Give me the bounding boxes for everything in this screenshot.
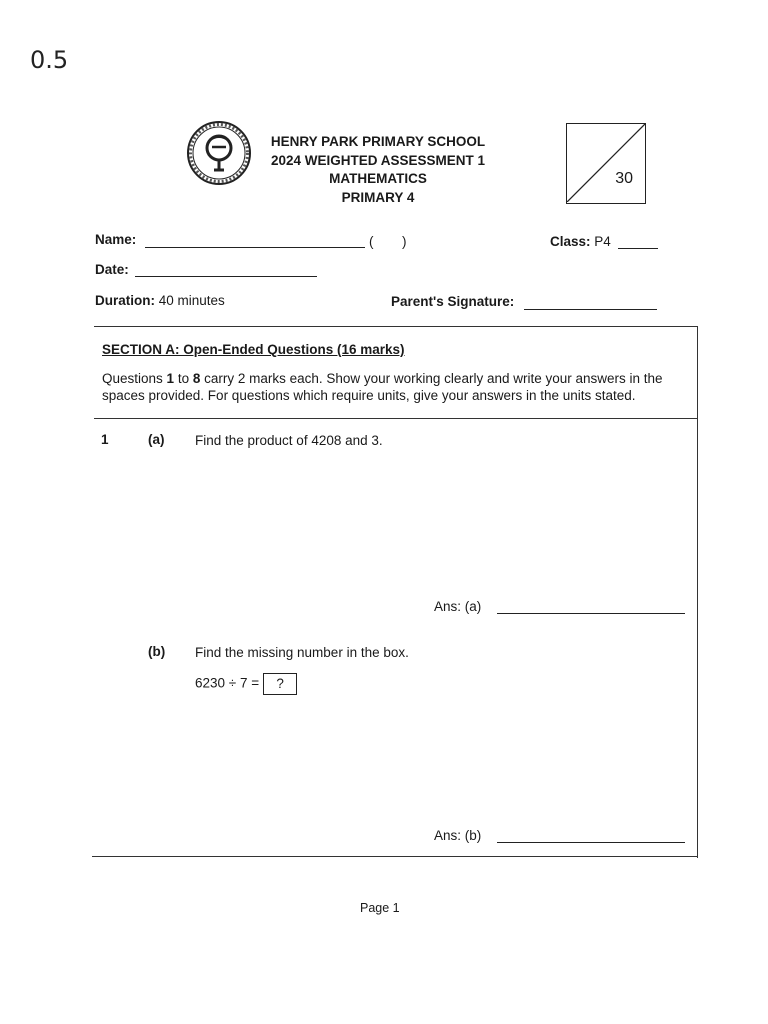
section-instructions: Questions 1 to 8 carry 2 marks each. Show your working clearly and write your answers in the spaces provided. For questions which require units, give your answers in the units stated. — [102, 371, 663, 403]
name-field[interactable] — [145, 247, 365, 248]
part-a-label: (a) — [148, 432, 165, 447]
level-title: PRIMARY 4 — [341, 189, 415, 205]
part-a-text: Find the product of 4208 and 3. — [195, 433, 383, 448]
exam-header — [262, 133, 494, 207]
answer-a-field[interactable] — [497, 613, 685, 614]
section-bottom-rule — [92, 856, 697, 857]
class-field[interactable] — [618, 248, 658, 249]
page-number: Page 1 — [360, 901, 400, 915]
score-mark: 0.5 — [30, 46, 69, 74]
total-marks: 30 — [615, 170, 633, 187]
score-box — [566, 123, 646, 204]
answer-a-label: Ans: (a) — [434, 599, 482, 614]
school-crest-logo — [186, 120, 252, 186]
class-label: Class: — [550, 234, 591, 249]
signature-field[interactable] — [524, 309, 657, 310]
section-top-rule — [94, 326, 697, 327]
instructions-bottom-rule — [94, 418, 697, 419]
section-title: SECTION A: Open-Ended Questions (16 marks) — [102, 342, 405, 357]
school-name: HENRY PARK PRIMARY SCHOOL — [270, 134, 486, 149]
missing-number-box: ? — [263, 673, 297, 695]
equation — [195, 673, 297, 695]
date-field[interactable] — [135, 276, 317, 277]
answer-b-field[interactable] — [497, 842, 685, 843]
part-b-label: (b) — [148, 644, 166, 659]
subject-title: MATHEMATICS — [329, 171, 427, 186]
name-label: Name: — [95, 232, 137, 247]
question-number: 1 — [101, 432, 109, 447]
register-paren-close: ) — [402, 234, 407, 249]
part-b-text: Find the missing number in the box. — [195, 645, 409, 660]
duration-value: 40 minutes — [158, 293, 225, 308]
duration-label: Duration: — [95, 293, 155, 308]
signature-label: Parent's Signature: — [391, 294, 515, 309]
section-right-rule — [697, 326, 698, 858]
answer-b-label: Ans: (b) — [434, 828, 482, 843]
class-value: P4 — [594, 234, 611, 249]
score-box-diagonal — [567, 124, 645, 202]
assessment-title: 2024 WEIGHTED ASSESSMENT 1 — [270, 152, 486, 168]
equation-text: 6230 ÷ 7 = — [195, 675, 260, 691]
date-label: Date: — [95, 262, 129, 277]
register-paren-open: ( — [369, 234, 374, 249]
